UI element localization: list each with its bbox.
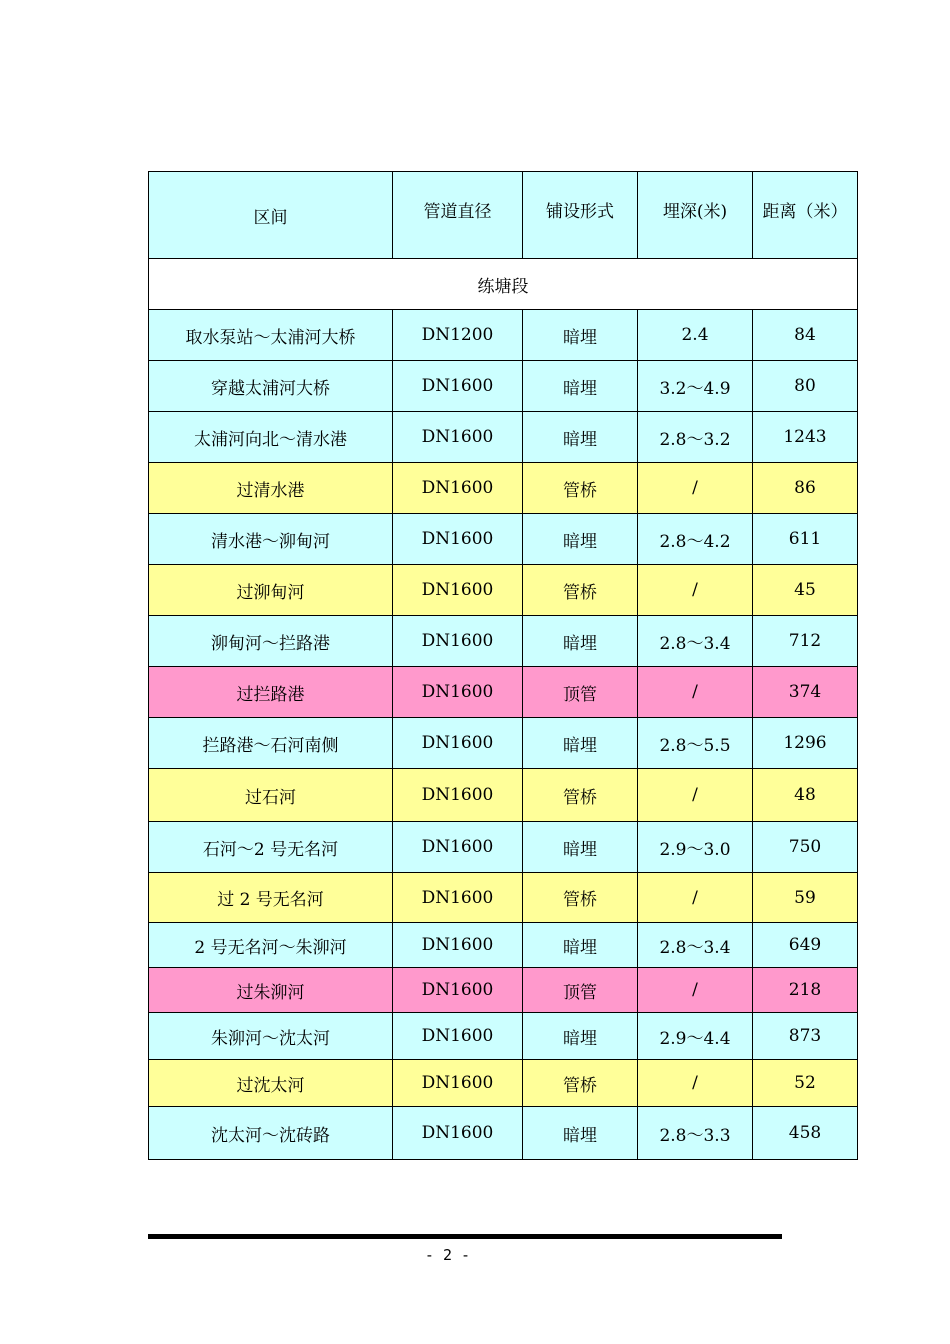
cell-range: 朱泖河～沈太河 bbox=[149, 1013, 393, 1060]
cell-depth: 2.8～5.5 bbox=[638, 718, 753, 769]
table-body bbox=[149, 172, 858, 1160]
cell-range: 拦路港～石河南侧 bbox=[149, 718, 393, 769]
cell-distance: 1296 bbox=[753, 718, 858, 769]
table-row bbox=[149, 822, 858, 873]
cell-distance: 750 bbox=[753, 822, 858, 873]
table-row bbox=[149, 616, 858, 667]
cell-diameter: DN1200 bbox=[393, 310, 523, 361]
cell-method: 顶管 bbox=[523, 968, 638, 1013]
cell-distance: 84 bbox=[753, 310, 858, 361]
cell-distance: 873 bbox=[753, 1013, 858, 1060]
table-row bbox=[149, 769, 858, 822]
footer-rule bbox=[148, 1234, 782, 1239]
cell-depth: 2.4 bbox=[638, 310, 753, 361]
cell-depth: / bbox=[638, 968, 753, 1013]
cell-range: 过拦路港 bbox=[149, 667, 393, 718]
cell-method: 暗埋 bbox=[523, 923, 638, 968]
cell-range: 过朱泖河 bbox=[149, 968, 393, 1013]
cell-method: 暗埋 bbox=[523, 1107, 638, 1160]
cell-distance: 86 bbox=[753, 463, 858, 514]
cell-range: 取水泵站～太浦河大桥 bbox=[149, 310, 393, 361]
cell-range: 石河～2 号无名河 bbox=[149, 822, 393, 873]
cell-diameter: DN1600 bbox=[393, 463, 523, 514]
table-row bbox=[149, 463, 858, 514]
cell-diameter: DN1600 bbox=[393, 1013, 523, 1060]
cell-depth: 2.8～3.4 bbox=[638, 923, 753, 968]
cell-method: 管桥 bbox=[523, 1060, 638, 1107]
cell-diameter: DN1600 bbox=[393, 616, 523, 667]
cell-diameter: DN1600 bbox=[393, 822, 523, 873]
cell-diameter: DN1600 bbox=[393, 718, 523, 769]
cell-depth: / bbox=[638, 769, 753, 822]
cell-diameter: DN1600 bbox=[393, 667, 523, 718]
header-cell-depth: 埋深(米) bbox=[638, 172, 753, 259]
cell-depth: 2.8～3.4 bbox=[638, 616, 753, 667]
header-cell-diameter: 管道直径 bbox=[393, 172, 523, 259]
cell-distance: 218 bbox=[753, 968, 858, 1013]
cell-depth: 2.8～3.3 bbox=[638, 1107, 753, 1160]
cell-method: 暗埋 bbox=[523, 1013, 638, 1060]
table-row bbox=[149, 514, 858, 565]
table-row bbox=[149, 1013, 858, 1060]
cell-depth: 2.9～4.4 bbox=[638, 1013, 753, 1060]
cell-distance: 649 bbox=[753, 923, 858, 968]
table-row bbox=[149, 565, 858, 616]
cell-diameter: DN1600 bbox=[393, 361, 523, 412]
cell-distance: 712 bbox=[753, 616, 858, 667]
cell-distance: 374 bbox=[753, 667, 858, 718]
cell-distance: 80 bbox=[753, 361, 858, 412]
table-row bbox=[149, 412, 858, 463]
table-row bbox=[149, 718, 858, 769]
cell-diameter: DN1600 bbox=[393, 514, 523, 565]
cell-depth: / bbox=[638, 1060, 753, 1107]
table-row bbox=[149, 361, 858, 412]
cell-diameter: DN1600 bbox=[393, 412, 523, 463]
cell-diameter: DN1600 bbox=[393, 1060, 523, 1107]
section-row bbox=[149, 259, 858, 310]
cell-range: 过石河 bbox=[149, 769, 393, 822]
cell-distance: 458 bbox=[753, 1107, 858, 1160]
cell-diameter: DN1600 bbox=[393, 968, 523, 1013]
cell-range: 过 2 号无名河 bbox=[149, 873, 393, 923]
cell-method: 暗埋 bbox=[523, 412, 638, 463]
table-row bbox=[149, 667, 858, 718]
cell-depth: 2.9～3.0 bbox=[638, 822, 753, 873]
cell-range: 沈太河～沈砖路 bbox=[149, 1107, 393, 1160]
header-cell-distance: 距离（米） bbox=[753, 172, 858, 259]
cell-range: 过泖甸河 bbox=[149, 565, 393, 616]
cell-method: 管桥 bbox=[523, 463, 638, 514]
table-row bbox=[149, 923, 858, 968]
table-row bbox=[149, 873, 858, 923]
cell-distance: 52 bbox=[753, 1060, 858, 1107]
cell-range: 穿越太浦河大桥 bbox=[149, 361, 393, 412]
cell-distance: 59 bbox=[753, 873, 858, 923]
cell-method: 顶管 bbox=[523, 667, 638, 718]
cell-depth: 2.8～3.2 bbox=[638, 412, 753, 463]
cell-method: 管桥 bbox=[523, 769, 638, 822]
header-cell-range: 区间 bbox=[149, 172, 393, 259]
cell-method: 暗埋 bbox=[523, 514, 638, 565]
cell-distance: 45 bbox=[753, 565, 858, 616]
cell-method: 管桥 bbox=[523, 873, 638, 923]
cell-method: 暗埋 bbox=[523, 310, 638, 361]
table-row bbox=[149, 310, 858, 361]
cell-depth: / bbox=[638, 667, 753, 718]
table-row bbox=[149, 1060, 858, 1107]
cell-method: 管桥 bbox=[523, 565, 638, 616]
cell-diameter: DN1600 bbox=[393, 565, 523, 616]
cell-range: 清水港～泖甸河 bbox=[149, 514, 393, 565]
cell-diameter: DN1600 bbox=[393, 873, 523, 923]
cell-diameter: DN1600 bbox=[393, 769, 523, 822]
header-row bbox=[149, 172, 858, 259]
page-number: - 2 - bbox=[424, 1246, 471, 1264]
cell-method: 暗埋 bbox=[523, 616, 638, 667]
table-row bbox=[149, 1107, 858, 1160]
cell-distance: 1243 bbox=[753, 412, 858, 463]
cell-range: 太浦河向北～清水港 bbox=[149, 412, 393, 463]
cell-depth: / bbox=[638, 565, 753, 616]
cell-diameter: DN1600 bbox=[393, 1107, 523, 1160]
header-cell-method: 铺设形式 bbox=[523, 172, 638, 259]
cell-range: 过清水港 bbox=[149, 463, 393, 514]
cell-method: 暗埋 bbox=[523, 822, 638, 873]
cell-depth: 2.8～4.2 bbox=[638, 514, 753, 565]
cell-depth: 3.2～4.9 bbox=[638, 361, 753, 412]
table-row bbox=[149, 968, 858, 1013]
cell-range: 2 号无名河～朱泖河 bbox=[149, 923, 393, 968]
cell-distance: 48 bbox=[753, 769, 858, 822]
pipeline-table bbox=[148, 171, 858, 1160]
cell-diameter: DN1600 bbox=[393, 923, 523, 968]
section-title: 练塘段 bbox=[149, 259, 858, 310]
cell-distance: 611 bbox=[753, 514, 858, 565]
cell-method: 暗埋 bbox=[523, 361, 638, 412]
cell-depth: / bbox=[638, 463, 753, 514]
cell-range: 泖甸河～拦路港 bbox=[149, 616, 393, 667]
cell-depth: / bbox=[638, 873, 753, 923]
cell-method: 暗埋 bbox=[523, 718, 638, 769]
cell-range: 过沈太河 bbox=[149, 1060, 393, 1107]
